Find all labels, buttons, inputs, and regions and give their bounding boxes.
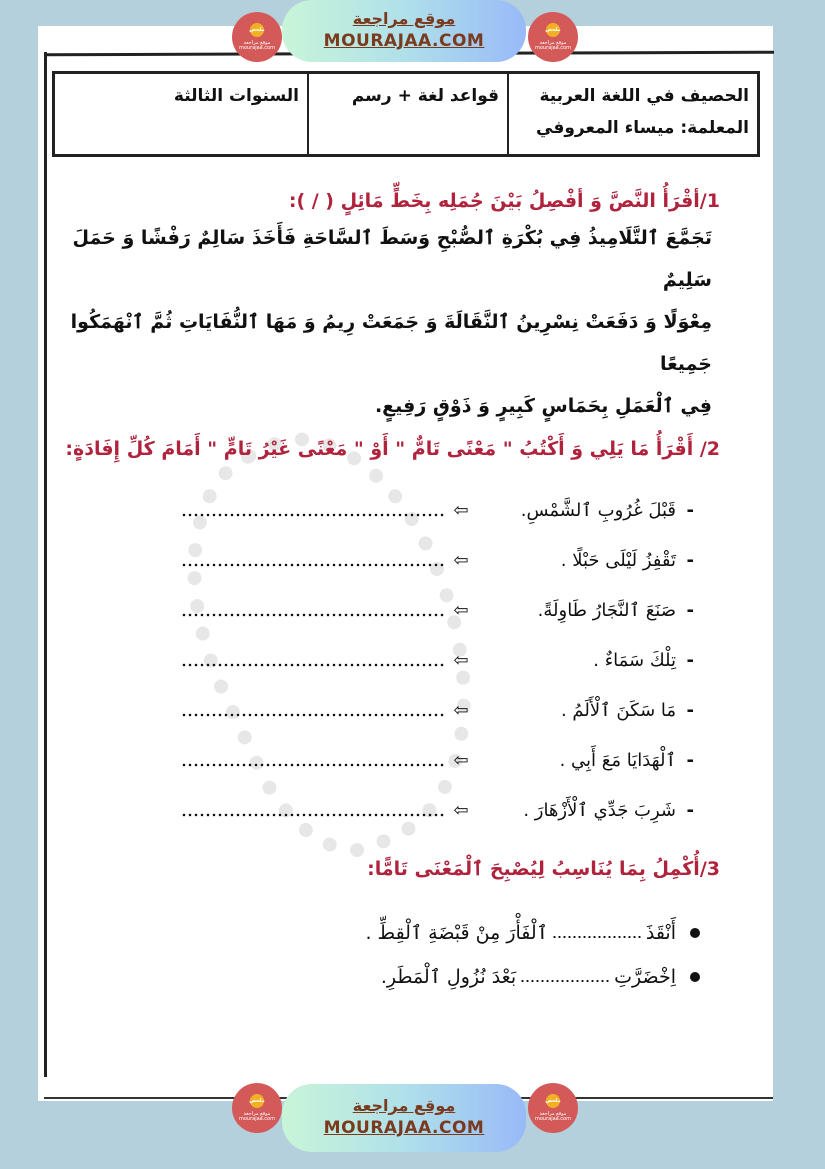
logo-badge-icon: ملخص (250, 1094, 264, 1108)
banner-url-link[interactable]: MOURAJAA.COM (323, 1118, 485, 1138)
paragraph-line: تَجَمَّعَ ٱلتَّلَامِيذُ فِي بُكْرَةِ ٱلصُّبْحِ وَسَطَ ٱلسَّاحَةِ فَأَخَذَ سَالِمٌ رَفْشًا وَ حَمَلَ سَلِيمٌ (72, 227, 712, 291)
level-label: السنوات الثالثة (173, 86, 299, 106)
dash-marker: - (686, 699, 694, 721)
topic-label: قواعد لغة + رسم (351, 86, 499, 106)
exercise-2-list (30, 485, 720, 835)
exercise-3-title: 3/أُكْمِلُ بِمَا يُنَاسِبُ لِيُصْبِحَ ٱلْمَعْنَى تَامًّا: (367, 858, 720, 880)
arrow-left-icon: ⇦ (453, 599, 469, 621)
exercise-2-item (30, 785, 694, 835)
site-logo[interactable] (232, 12, 282, 62)
bullet-icon (690, 928, 700, 938)
sentence-end: بَعْدَ نُزُولِ ٱلْمَطَرِ. (380, 966, 517, 988)
logo-badge-icon: ملخص (250, 23, 264, 37)
subject-title: الحصيف في اللغة العربية (539, 86, 749, 106)
dash-marker: - (686, 599, 694, 621)
fill-blank[interactable] (520, 979, 610, 983)
worksheet-content (30, 185, 720, 999)
dash-marker: - (686, 749, 694, 771)
sentence-text: تَقْفِزُ لَيْلَى حَبْلًا . (560, 549, 676, 571)
teacher-name: المعلمة: ميساء المعروفي (536, 118, 749, 138)
arrow-left-icon: ⇦ (453, 649, 469, 671)
arrow-left-icon: ⇦ (453, 549, 469, 571)
arrow-left-icon: ⇦ (453, 799, 469, 821)
answer-blank[interactable] (181, 563, 446, 567)
exercise-2-item (30, 585, 694, 635)
site-banner-bottom[interactable] (282, 1084, 526, 1152)
arrow-left-icon: ⇦ (453, 749, 469, 771)
site-logo[interactable] (232, 1083, 282, 1133)
dash-marker: - (686, 549, 694, 571)
sentence-text: ٱلْهَدَايَا مَعَ أَبِي . (559, 749, 676, 771)
dash-marker: - (686, 499, 694, 521)
sentence-start: أَنْقَذَ (645, 922, 676, 944)
answer-blank[interactable] (181, 663, 446, 667)
site-banner-top[interactable] (282, 0, 526, 62)
sentence-text: شَرِبَ جَدِّي ٱلْأَزْهَارَ . (523, 799, 676, 821)
paragraph-line: مِعْوَلًا وَ دَفَعَتْ نِسْرِينُ ٱلنَّقَالَةَ وَ جَمَعَتْ رِيمُ وَ مَهَا ٱلنُّفَايَاتِ ثُمَّ ٱنْهَمَكُوا جَمِيعًا (70, 311, 712, 375)
sentence-start: اِخْضَرَّتِ (614, 966, 676, 988)
header-table (52, 71, 760, 157)
bullet-icon (690, 972, 700, 982)
answer-blank[interactable] (181, 713, 446, 717)
exercise-2-item (30, 535, 694, 585)
exercise-2-item (30, 685, 694, 735)
logo-badge-icon: ملخص (546, 23, 560, 37)
exercise-3-list (30, 911, 720, 999)
exercise-1 (30, 185, 720, 427)
exercise-3-item (30, 955, 700, 999)
answer-blank[interactable] (181, 763, 446, 767)
arrow-left-icon: ⇦ (453, 499, 469, 521)
banner-url-link[interactable]: MOURAJAA.COM (323, 31, 485, 51)
dash-marker: - (686, 799, 694, 821)
banner-arabic-label[interactable]: موقع مراجعة (352, 9, 456, 28)
exercise-1-title: 1/أقْرَأُ النَّصَّ وَ أفْصِلُ بَيْنَ جُمَلِه بِخَطٍّ مَائِلٍ ( / ): (288, 190, 720, 212)
logo-caption: موقع مراجعة mourajaa.com (534, 40, 571, 51)
exercise-3-item (30, 911, 700, 955)
exercise-1-paragraph (30, 217, 720, 427)
site-logo[interactable] (528, 12, 578, 62)
logo-caption: موقع مراجعة mourajaa.com (238, 40, 275, 51)
header-cell-subject (507, 74, 757, 154)
answer-blank[interactable] (181, 613, 446, 617)
exercise-2-title: 2/ أَقْرَأُ مَا يَلِي وَ أَكْتُبُ " مَعْنًى تَامٌّ " أَوْ " مَعْنًى غَيْرُ تَامٍّ " أَمَامَ كُلِّ إِفَادَةٍ: (65, 438, 720, 460)
arrow-left-icon: ⇦ (453, 699, 469, 721)
exercise-2-item (30, 635, 694, 685)
sentence-text: مَا سَكَنَ ٱلْأَلَمُ . (560, 699, 676, 721)
logo-badge-icon: ملخص (546, 1094, 560, 1108)
sentence-text: تِلْكَ سَمَاءٌ . (593, 649, 676, 671)
exercise-3 (30, 853, 720, 999)
answer-blank[interactable] (181, 513, 446, 517)
exercise-2-item (30, 485, 694, 535)
exercise-2-item (30, 735, 694, 785)
header-cell-level (55, 74, 307, 154)
fill-blank[interactable] (552, 935, 642, 939)
header-cell-topic (307, 74, 507, 154)
sentence-text: قَبْلَ غُرُوبِ ٱلشَّمْسِ. (520, 499, 676, 521)
logo-caption: موقع مراجعة mourajaa.com (534, 1111, 571, 1122)
banner-arabic-label[interactable]: موقع مراجعة (352, 1096, 456, 1115)
answer-blank[interactable] (181, 813, 446, 817)
sentence-end: ٱلْفَأْرَ مِنْ قَبْضَةِ ٱلْقِطِّ . (365, 922, 548, 944)
logo-caption: موقع مراجعة mourajaa.com (238, 1111, 275, 1122)
site-logo[interactable] (528, 1083, 578, 1133)
exercise-2 (30, 433, 720, 835)
dash-marker: - (686, 649, 694, 671)
paragraph-line: فِي ٱلْعَمَلِ بِحَمَاسٍ كَبِيرٍ وَ ذَوْقٍ رَفِيعٍ. (374, 395, 712, 417)
sentence-text: صَنَعَ ٱلنَّجَارُ طَاوِلَةً. (537, 599, 676, 621)
